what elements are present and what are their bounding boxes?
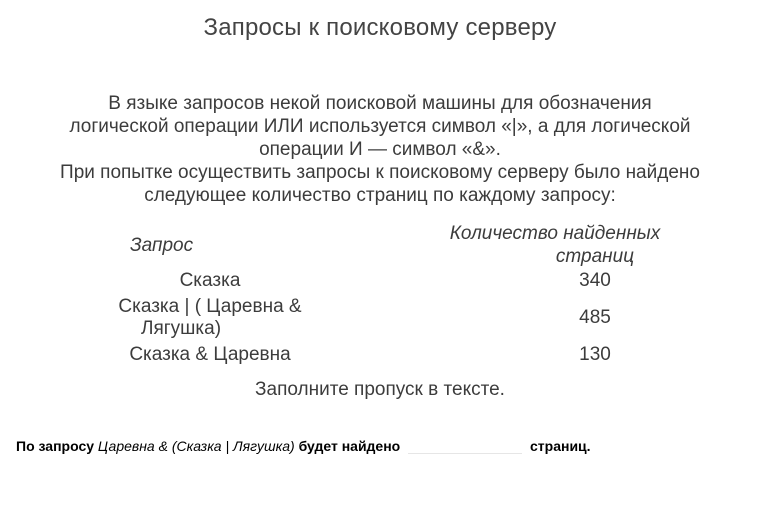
query-text: Сказка <box>179 270 241 291</box>
row-query <box>40 294 380 342</box>
answer-middle: будет найдено <box>298 438 401 454</box>
header-count-line2: страниц <box>555 246 635 267</box>
intro-line: операции И — символ «&». <box>259 139 501 160</box>
table-row <box>40 294 730 342</box>
header-query <box>40 222 380 268</box>
query-text: Сказка | ( Царевна & <box>118 296 302 317</box>
intro-line: В языке запросов некой поисковой машины для обозначения <box>108 93 652 114</box>
answer-expression: Царевна & (Сказка | Лягушка) <box>97 438 295 454</box>
query-results-table <box>40 222 730 368</box>
header-count <box>380 222 730 268</box>
intro-line: При попытке осуществить запросы к поисковому серверу было найдено <box>60 162 700 183</box>
row-count: 485 <box>579 307 611 328</box>
header-count-line1: Количество найденных <box>449 223 661 244</box>
query-text-continued: Лягушка) <box>140 318 222 339</box>
intro-line: следующее количество страниц по каждому запросу: <box>144 185 616 206</box>
task-description <box>10 92 750 207</box>
header-query-label: Запрос <box>130 235 194 256</box>
answer-input[interactable] <box>408 435 522 454</box>
answer-suffix: страниц. <box>530 438 591 454</box>
query-text: Сказка & Царевна <box>129 344 291 365</box>
row-count: 130 <box>579 344 611 365</box>
table-header-row <box>40 222 730 268</box>
table-row <box>40 342 730 368</box>
answer-sentence <box>16 435 591 454</box>
table-row <box>40 268 730 294</box>
row-query <box>40 268 380 294</box>
row-query <box>40 342 380 368</box>
answer-prefix: По запросу <box>16 438 95 454</box>
intro-line: логической операции ИЛИ используется символ «|», а для логической <box>69 116 691 137</box>
instruction-text: Заполните пропуск в тексте. <box>255 379 505 400</box>
page-title: Запросы к поисковому серверу <box>203 14 557 41</box>
row-count: 340 <box>579 270 611 291</box>
